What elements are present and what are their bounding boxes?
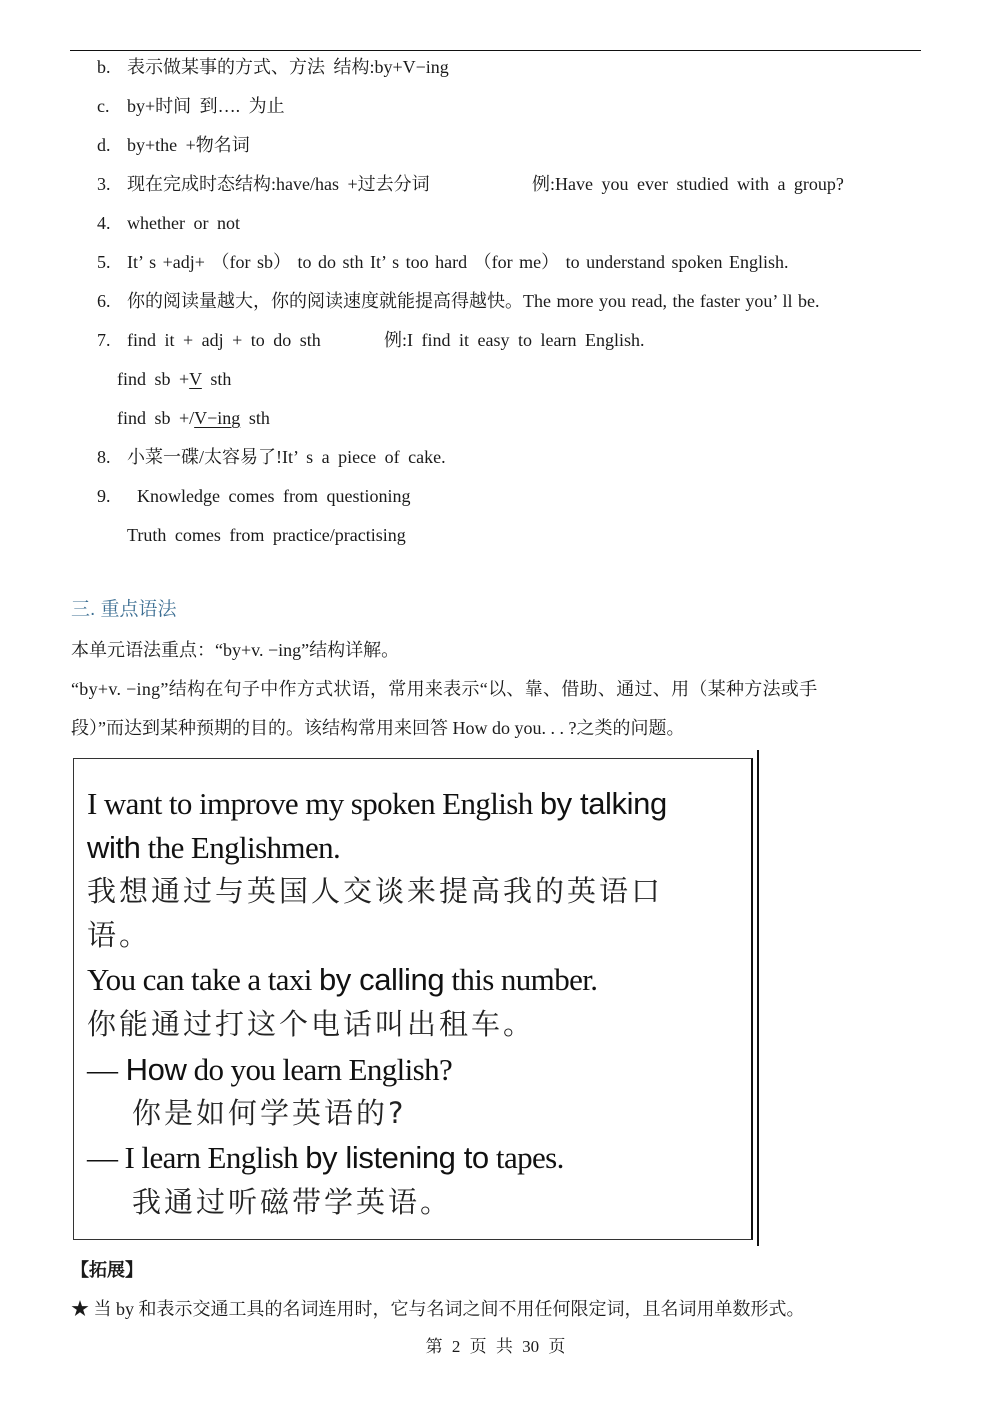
list-item-7-example: 例:I find it easy to learn English. — [384, 330, 645, 350]
extension-note — [71, 1298, 805, 1320]
extension-text: 当 by 和表示交通工具的名词连用时，它与名词之间不用任何限定词，且名词用单数形式。 — [89, 1299, 805, 1319]
dash-marker: — — [87, 1140, 118, 1175]
list-item-9-continued: Truth comes from practice/practising — [127, 525, 406, 545]
example-text: You can take a taxi — [87, 962, 319, 997]
section-body-line-2: 段）”而达到某种预期的目的。该结构常用来回答 How do you. . . ?之类的问题。 — [71, 718, 685, 738]
list-text: by+时间 到…. 为止 — [127, 96, 285, 116]
example-highlight: by calling — [318, 962, 445, 997]
list-text: Knowledge comes from questioning — [137, 486, 411, 506]
section-heading: 三. 重点语法 — [71, 599, 177, 620]
example-highlight: by talking — [539, 786, 667, 821]
list-text: 表示做某事的方式、方法 结构:by+V−ing — [127, 57, 449, 77]
list-marker: d. — [97, 135, 111, 155]
star-icon: ★ — [71, 1299, 89, 1319]
example-highlight: by listening to — [305, 1140, 489, 1175]
list-text: whether or not — [127, 213, 240, 233]
list-text: find it + adj + to do sth — [127, 330, 321, 350]
example-4-chinese: 我通过听磁带学英语。 — [132, 1185, 453, 1219]
subitem-prefix: find sb + — [117, 369, 190, 389]
list-item-4 — [97, 212, 240, 234]
example-text: I learn English — [117, 1140, 306, 1175]
list-marker: 4. — [97, 213, 111, 233]
list-item-5 — [97, 251, 789, 273]
example-text: the Englishmen. — [140, 830, 341, 865]
example-3-chinese: 你是如何学英语的? — [132, 1096, 407, 1130]
list-marker: 9. — [97, 486, 111, 506]
example-1-english-line-2 — [87, 829, 340, 867]
list-marker: c. — [97, 96, 110, 116]
list-text: 你的阅读量越大，你的阅读速度就能提高得越快。The more you read, the faster you’ ll be. — [127, 291, 820, 311]
example-highlight: with — [87, 830, 141, 865]
dash-marker: — — [87, 1052, 118, 1087]
example-1-chinese-line-1: 我想通过与英国人交谈来提高我的英语口 — [87, 874, 664, 908]
subitem-suffix: sth — [201, 369, 232, 389]
page-number: 第 2 页 共 30 页 — [425, 1337, 566, 1356]
subitem-prefix: find sb +/ — [117, 408, 195, 428]
example-2-english — [87, 961, 597, 999]
section-body-line-1: “by+v. −ing”结构在句子中作方式状语，常用来表示“以、靠、借助、通过、用（某种方法或手 — [71, 679, 818, 699]
section-intro: 本单元语法重点：“by+v. −ing”结构详解。 — [71, 640, 400, 660]
example-box-outer-rule — [757, 750, 759, 1246]
list-text: by+the +物名词 — [127, 135, 250, 155]
example-highlight: How — [117, 1052, 187, 1087]
example-3-question — [87, 1051, 452, 1089]
list-text: It’ s +adj+ （for sb） to do sth It’ s too hard （for me） to understand spoken English. — [127, 252, 789, 272]
list-item-6 — [97, 290, 820, 312]
list-item-7 — [97, 329, 321, 351]
example-text: this number. — [444, 962, 598, 997]
list-marker: b. — [97, 57, 111, 77]
example-2-chinese: 你能通过打这个电话叫出租车。 — [87, 1007, 536, 1041]
list-subitem-find-sb-v — [117, 368, 231, 390]
example-4-answer — [87, 1139, 564, 1177]
example-1-chinese-line-2: 语。 — [87, 918, 152, 952]
header-rule — [70, 50, 921, 51]
list-marker: 3. — [97, 174, 111, 194]
example-1-english-line-1 — [87, 785, 667, 823]
example-text: I want to improve my spoken English — [87, 786, 540, 821]
subitem-suffix: sth — [240, 408, 270, 428]
example-text: do you learn English? — [186, 1052, 453, 1087]
subitem-underlined: V−ing — [194, 408, 241, 428]
list-item-b — [97, 56, 449, 78]
list-item-d — [97, 134, 250, 156]
list-text: 现在完成时态结构:have/has +过去分词 — [127, 174, 430, 194]
list-marker: 8. — [97, 447, 111, 467]
extension-heading: 【拓展】 — [71, 1260, 143, 1280]
example-box — [73, 758, 753, 1240]
list-item-3 — [97, 173, 430, 195]
example-text: tapes. — [488, 1140, 564, 1175]
list-item-8 — [97, 446, 446, 468]
list-item-3-example: 例:Have you ever studied with a group? — [532, 174, 844, 194]
list-item-c — [97, 95, 285, 117]
list-marker: 5. — [97, 252, 111, 272]
list-item-9 — [97, 485, 410, 507]
list-marker: 6. — [97, 291, 111, 311]
list-text: 小菜一碟/太容易了!It’ s a piece of cake. — [127, 447, 446, 467]
list-subitem-find-sb-ving — [117, 407, 270, 429]
list-marker: 7. — [97, 330, 111, 350]
subitem-underlined: V — [189, 369, 202, 389]
